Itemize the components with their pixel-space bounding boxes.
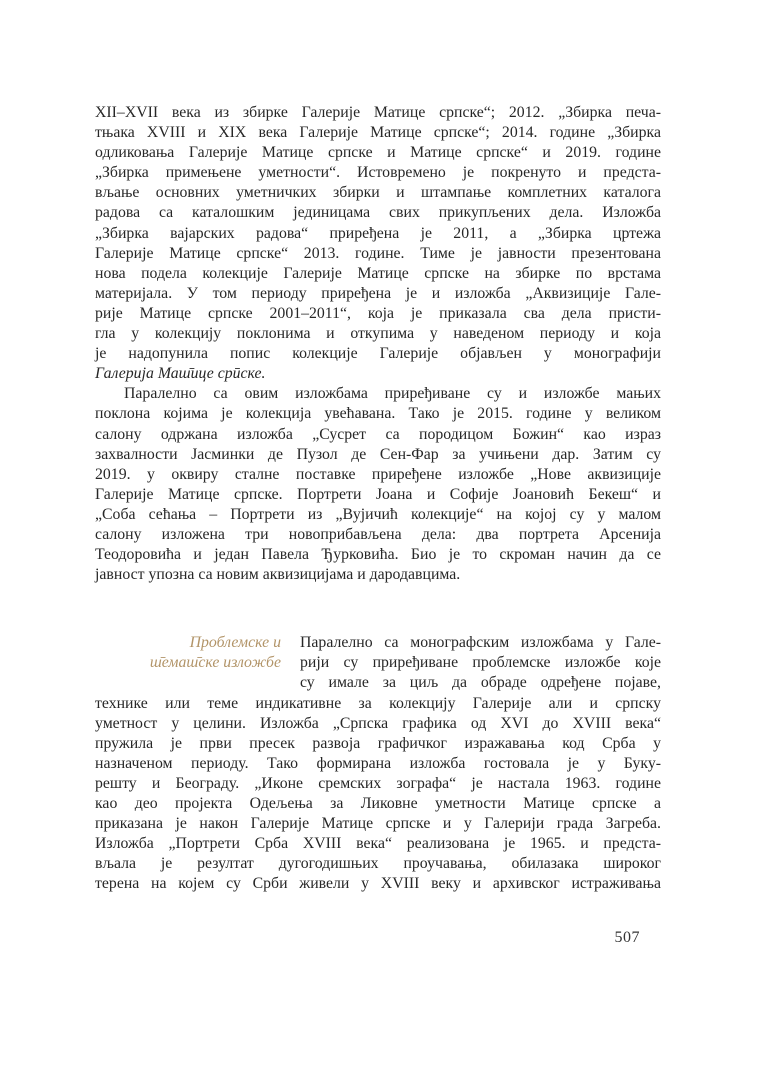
text-line: „Збирка примењене уметности“. Истовремено је покренуто и предста-: [95, 164, 661, 182]
text-line: решту и Београду. „Иконе сремских зографа“ је настала 1963. године: [95, 774, 661, 792]
text-line: поклона којима је колекција увећавана. Тако је 2015. године у великом: [95, 405, 661, 423]
text-line: Паралелно са овим изложбама приређиване су и изложбе мањих: [124, 385, 661, 403]
text-line: као део пројекта Одељења за Ликовне уметности Матице српске а: [95, 795, 661, 812]
text-line: захвалности Јасминки де Пузол де Сен-Фар за учињени дар. Затим су: [95, 445, 661, 463]
text-line: пружила је први пресек развоја графичког изражавања код Срба у: [95, 734, 661, 752]
paragraph-small-donations: [95, 384, 661, 585]
text-line: технике или теме индикативне за колекцију Галерије али и српску: [95, 694, 661, 712]
margin-heading-problem-thematic: [97, 633, 281, 673]
text-line: Галерије Матице српске. Портрети Јоана и Софије Јоановић Бекеш“ и: [95, 485, 661, 503]
text-line: салону одржана изложба „Сусрет са породицом Божин“ као израз: [95, 425, 661, 443]
text-line: Галерија Маш̄ице срӣске.: [95, 365, 266, 383]
text-line: тњака XVIII и XIX века Галерије Матице српске“; 2014. године „Збирка: [95, 124, 661, 142]
text-line: радова са каталошким јединицама свих прикупљених дела. Изложба: [95, 204, 661, 222]
text-line: гла у колекцију поклонима и откупима у наведеном периоду и која: [95, 325, 661, 343]
text-line: терена на којем су Срби живели у XVIII веку и архивског истраживања: [95, 875, 661, 893]
text-block: [95, 103, 661, 894]
text-line: Теодоровића и један Павела Ђурковића. Био је то скроман начин да се: [95, 546, 661, 564]
text-line: рији су приређиване проблемске изложбе које: [300, 654, 661, 672]
text-line: је надопунила попис колекције Галерије објављен у монографији: [95, 345, 661, 363]
text-line: рије Матице српске 2001–2011“, која је приказала сва дела присти-: [95, 304, 661, 322]
text-line: „Соба сећања – Портрети из „Вујичић колекције“ на којој су у малом: [95, 505, 661, 523]
text-line: назначеном периоду. Тако формирана изложба гостовала је у Буку-: [95, 754, 661, 772]
text-line: вљање основних уметничких збирки и штампање комплетних каталога: [95, 184, 661, 202]
text-line: 2019. у оквиру сталне поставке приређене изложбе „Нове аквизиције: [95, 465, 661, 483]
text-line: Проблемске и: [189, 634, 281, 652]
text-line: Галерије Матице српске“ 2013. године. Тиме је јавности презентована: [95, 244, 661, 262]
text-line: ш̄емаш̄ске изложбе: [149, 654, 281, 672]
text-line: салону изложена три новоприбављена дела: два портрета Арсенија: [95, 525, 661, 543]
text-line: „Збирка вајарских радова“ приређена је 2011, а „Збирка цртежа: [95, 224, 661, 242]
text-line: материјала. У том периоду приређена је и изложба „Аквизиције Гале-: [95, 284, 661, 302]
text-line: су имале за циљ да обраде одређене појаве,: [300, 674, 661, 692]
text-line: вљала је резултат дугогодишњих проучавања, обилазака широког: [95, 855, 661, 873]
text-line: Паралелно са монографским изложбама у Гале-: [300, 634, 661, 652]
section-problem-thematic-exhibitions: [95, 633, 661, 894]
text-line: приказана је након Галерије Матице српске и у Галерији града Загреба.: [95, 815, 661, 833]
paragraph-collections: [95, 103, 661, 384]
text-line: нова подела колекције Галерије Матице српске на збирке по врстама: [95, 264, 661, 282]
page-number: 507: [614, 929, 640, 946]
text-line: јавност упозна са новим аквизицијама и дародавцима.: [95, 566, 461, 584]
text-line: одликовања Галерије Матице српске и Матице српске“ и 2019. године: [95, 144, 661, 162]
text-line: XII–XVII века из збирке Галерије Матице српске“; 2012. „Збирка печа-: [95, 104, 661, 121]
text-line: уметност у целини. Изложба „Српска графика од XVI до XVIII века“: [95, 714, 661, 732]
text-line: Изложба „Портрети Срба XVIII века“ реализована је 1965. и предста-: [95, 835, 661, 853]
